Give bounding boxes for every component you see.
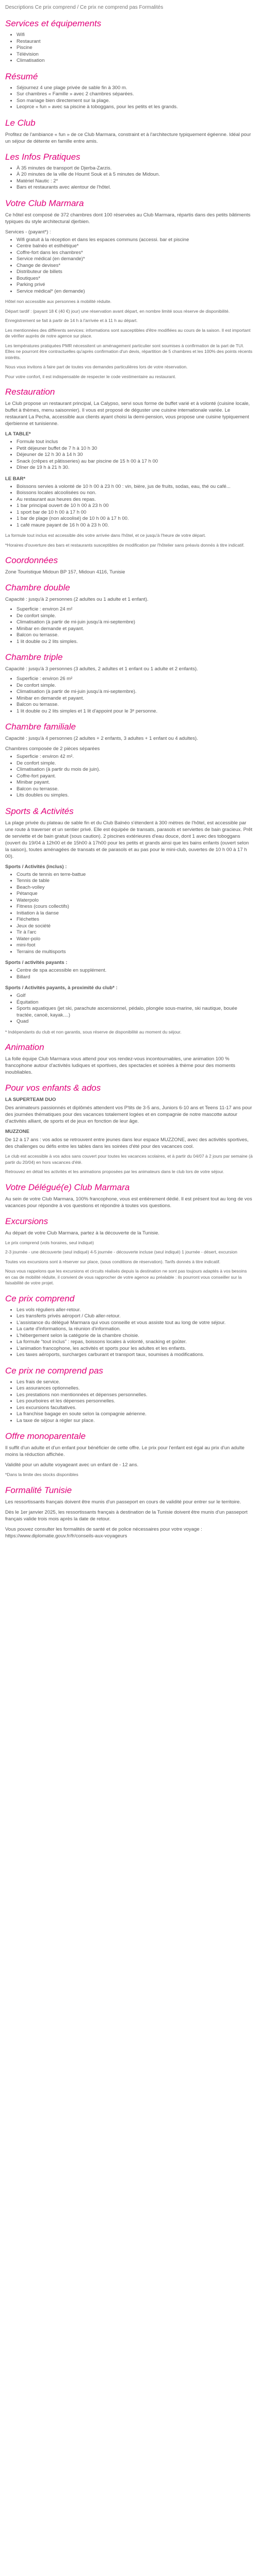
kids-note: Le club est accessible à vos ados sans couvert pour toutes les vacances scolaires, et à partir du 04/07 à 2 jours par semaine (à partir du 20/04) en hors vacances d'été.	[5, 1154, 253, 1165]
double-room-list	[5, 606, 253, 645]
list-item: • Minibar en demande et payant.	[17, 626, 253, 633]
resume-list	[5, 85, 253, 111]
list-item: • Coffre-fort payant.	[17, 773, 253, 780]
list-item: • À 20 minutes de la ville de Houmt Souk et à 5 minutes de Midoun.	[17, 172, 253, 178]
includes-heading: Ce prix comprend	[5, 1293, 75, 1303]
nearby-sports-list	[5, 993, 253, 1025]
list-item: • Superficie : environ 42 m².	[17, 754, 253, 760]
list-item: • La taxe de séjour à régler sur place.	[17, 1418, 253, 1425]
list-item: • La carte d'informations, la réunion d'information.	[17, 1326, 253, 1333]
list-item: • De confort simple.	[17, 760, 253, 767]
list-item: • Matériel Nautic : 2*	[17, 178, 253, 185]
list-item: • Les transferts privés aéroport / Club aller-retour.	[17, 1313, 253, 1320]
delegate-section	[5, 1182, 253, 1209]
list-item: • Restaurant	[17, 39, 253, 45]
list-item: • Change de devises*	[17, 263, 253, 269]
list-item: • Service médical* (en demande)	[17, 289, 253, 295]
list-item: • Beach-volley	[17, 885, 253, 891]
practical-list	[5, 165, 253, 191]
list-item: • Balcon ou terrasse.	[17, 632, 253, 639]
list-item: • Climatisation (à partir de mi-juin jusqu'à mi-septembre).	[17, 689, 253, 696]
list-item: • Wifi	[17, 32, 253, 39]
list-item: • 1 bar principal ouvert de 10 h 00 à 23 h 00	[17, 503, 253, 510]
excursions-note: Le prix comprend (vols horaires, seul indiqué)	[5, 1240, 94, 1245]
includes-section	[5, 1294, 253, 1359]
triple-room-list	[5, 676, 253, 715]
club-text: Profitez de l'ambiance « fun » de ce Club Marmara, constraint et à l'architecture typiquement égéenne. Idéal pour un séjour de détente en famille entre amis.	[5, 131, 251, 144]
offer-validity: Validité pour un adulte voyageant avec un enfant de - 12 ans.	[5, 1462, 139, 1468]
list-item: • Son mariage bien directement sur la plage.	[17, 98, 253, 105]
list-item: • Climatisation (à partir de mi-juin jusqu'à mi-septembre)	[17, 619, 253, 626]
list-item: • Boutiques*	[17, 276, 253, 282]
list-item: • Centre balnéo et esthétique*	[17, 243, 253, 250]
village-note: Les températures pratiquées PMR nécessitent un aménagement particulier sont soumises à confirmation de la part de TUI. Elles ne pourront être contractuelles qu'après confirmation d'un devis, répartition de 5 chambres et les 100% des points récents intérêts.	[5, 343, 253, 360]
sports-section	[5, 806, 253, 1036]
excursions-line: Nous vous rappelons que les excursions et circuits réalisés depuis la destination ne sont pas toujours adaptés à vos besoins en cas de mobilité réduite, il convient de vous rapprocher de votre agence au préalable : ils pourront vous conseiller sur la faisabilité de votre projet.	[5, 1268, 247, 1285]
kids-heading: Pour vos enfants & ados	[5, 1083, 101, 1093]
list-item: • Les assurances optionnelles.	[17, 1385, 253, 1392]
coords-heading: Coordonnées	[5, 555, 58, 565]
list-item: • 1 sport bar de 10 h 00 à 17 h 00	[17, 510, 253, 516]
list-item: • De confort simple.	[17, 613, 253, 620]
delegate-heading: Votre Délégué(e) Club Marmara	[5, 1182, 130, 1192]
list-item: • Climatisation (à partir du mois de juin).	[17, 767, 253, 773]
nearby-sports-label: Sports / Activités payants, à proximité du club* :	[5, 985, 118, 991]
list-item: • Parking privé	[17, 282, 253, 289]
list-item: • Jeux de société	[17, 923, 253, 930]
animation-text: La folle équipe Club Marmara vous attend pour vos rendez-vous incontournables, une animation 100 % francophone autour d'activités ludiques et sportives, des spectacles et soirées à thème pour des moments inoubliables.	[5, 1056, 235, 1075]
list-item: • Formule tout inclus	[17, 439, 253, 446]
excludes-list	[5, 1379, 253, 1425]
list-item: • Équitation	[17, 999, 253, 1006]
list-item: • Télévision	[17, 52, 253, 58]
village-heading: Votre Club Marmara	[5, 198, 84, 208]
paid-sports-label: Sports / activités payants :	[5, 960, 68, 965]
formula-note: La formule tout inclus est accessible dès votre arrivée dans l'hôtel, et ce jusqu'à l'heure de votre départ.	[5, 533, 206, 538]
sports-footnote: * Indépendants du club et non garantis, sous réserve de disponibilité au moment du séjour.	[5, 1029, 182, 1035]
list-item: • Climatisation	[17, 58, 253, 64]
list-item: • mini-foot	[17, 942, 253, 949]
list-item: • Sur chambres « Famille » avec 2 chambres séparées.	[17, 91, 253, 98]
list-item: • Les taxes aéroports, surcharges carburant et transport taux, soumises à modifications.	[17, 1352, 253, 1359]
paid-sports-list	[5, 968, 253, 980]
formalities-text: Dès le 1er janvier 2025, les ressortissants français à destination de la Tunisie doivent être munis d'un passeport français valide trois mois après la date de retour.	[5, 1509, 248, 1522]
family-room-text: Capacité : jusqu'à 4 personnes (2 adultes + 2 enfants, 3 adultes + 1 enfant ou 4 adultes).	[5, 736, 198, 741]
list-item: • Minibar en demande et payant.	[17, 696, 253, 702]
excludes-heading: Ce prix ne comprend pas	[5, 1365, 103, 1376]
formalities-heading: Formalité Tunisie	[5, 1485, 72, 1495]
offer-text: Il suffit d'un adulte et d'un enfant pour bénéficier de cette offre. Le prix pour l'enfant est égal au prix d'un adulte moins la réduction affichée.	[5, 1445, 245, 1458]
practical-section	[5, 152, 253, 191]
list-item: • Lits doubles ou simples.	[17, 792, 253, 799]
list-item: • À 35 minutes de transport de Djerba-Zarzis.	[17, 165, 253, 172]
list-item: • Wifi gratuit à la réception et dans les espaces communs (accessi. bar et piscine	[17, 237, 253, 244]
village-text: Ce hôtel est composé de 372 chambres dont 100 réservées au Club Marmara, répartis dans des petits bâtiments typiques du style architectural djerbien.	[5, 212, 251, 225]
list-item: • Les pourboires et les dépenses personnelles.	[17, 1398, 253, 1405]
list-item: • Petit déjeuner buffet de 7 h à 10 h 30	[17, 446, 253, 452]
kids-text: Des animateurs passionnés et diplômés attendent vos P'tits de 3-5 ans, Juniors 6-10 ans et Teens 11-17 ans pour des journées thématiques pour des vacances totalement logées et en compagnie de notre mascotte autour d'activités alliant, de sports et de jeux en fonction de leur âge.	[5, 1105, 252, 1124]
delegate-text: Au sein de votre Club Marmara, 100% francophone, vous est entièrement dédié. Il est présent tout au long de vos vacances pour répondre à vos questions et répondre à toutes vos questions.	[5, 1196, 252, 1209]
list-item: • Tennis de table	[17, 878, 253, 885]
sports-heading: Sports & Activités	[5, 806, 74, 816]
list-item: • Quad	[17, 1019, 253, 1025]
restauration-section	[5, 387, 253, 548]
village-note: Nous vous invitons à faire part de toutes vos demandes particulières lors de votre réservation.	[5, 364, 188, 369]
services-label: Services - (payant*) :	[5, 229, 51, 235]
hours-note: *Horaires d'ouverture des bars et restaurants susceptibles de modification par l'hôtelier sans préavis donnés à titre indicatif.	[5, 542, 245, 548]
list-item: • Fitness (cours collectifs)	[17, 904, 253, 910]
village-section	[5, 198, 253, 380]
list-item: • 1 café maure payant de 16 h 00 à 23 h 00.	[17, 522, 253, 529]
list-item: • Sports aquatiques (jet ski, parachute ascensionnel, pédalo, plongée sous-marine, ski nautique, bouée tractée, canoë, kayak....)	[17, 1006, 253, 1019]
offer-section	[5, 1431, 253, 1478]
double-room-heading: Chambre double	[5, 583, 70, 592]
restauration-heading: Restauration	[5, 387, 55, 397]
list-item: • 1 bar de plage (non alcoolisé) de 10 h 00 à 17 h 00.	[17, 516, 253, 522]
resume-heading: Résumé	[5, 71, 38, 81]
club-section	[5, 118, 253, 145]
bar-label: LE BAR*	[5, 476, 26, 482]
list-item: • Service médical (en demande)*	[17, 256, 253, 263]
family-room-note: Chambres composée de 2 pièces séparées	[5, 746, 100, 752]
practical-heading: Les Infos Pratiques	[5, 151, 80, 162]
excursions-heading: Excursions	[5, 1216, 49, 1226]
list-item: • Billard	[17, 974, 253, 981]
restauration-text: Le Club propose un restaurant principal, La Calypso, servi sous forme de buffet varié et à volonté (cuisine locale, buffet à thèmes, menu saisonnier). Il vous est proposé de déguster une cuisine internationale variée. Le restaurant La Pecha, accessible aux clients ayant choisi la demi-pension, vous propose une cuisine typiquement djerbienne et tunisienne.	[5, 401, 250, 427]
table-list	[5, 439, 253, 471]
family-room-heading: Chambre familiale	[5, 722, 76, 732]
list-item: • Séjournez 4 une plage privée de sable fin à 300 m.	[17, 85, 253, 92]
formalities-section	[5, 1485, 253, 1539]
resume-section	[5, 72, 253, 111]
list-item: • Minibar payant.	[17, 779, 253, 786]
list-item: • Courts de tennis en terre-battue	[17, 872, 253, 878]
excursions-line: 2-3 journée - une découverte (seul indiqué) 4-5 journée - découverte incluse (seul indiqué) 1 journée - désert, excursion	[5, 1249, 237, 1255]
list-item: • L'hébergement selon la catégorie de la chambre choisie.	[17, 1333, 253, 1340]
triple-room-heading: Chambre triple	[5, 652, 63, 662]
bar-list	[5, 484, 253, 529]
list-item: • De confort simple.	[17, 683, 253, 689]
list-item: • Waterpolo	[17, 897, 253, 904]
list-item: • Balcon ou terrasse.	[17, 786, 253, 793]
teens-text: De 12 à 17 ans : vos ados se retrouvent entre jeunes dans leur espace MUZZONE, avec des activités sportives, des challenges ou défis entre les tables dans les soirées d'été pour des vacances cool.	[5, 1137, 249, 1149]
list-item: • Terrains de multisports	[17, 949, 253, 956]
sports-text: La plage privée du plateau de sable fin et du Club Balnéo s'étendent à 300 mètres de l'hôtel, est accessible par une route à traverser et un sentier privé. Elle est équipée de transats, parasols et serviettes de bain gracieux. Prêt de serviette et de bain gratuit (sous caution). 2 piscines extérieures d'eau douce, dont 1 avec des toboggans (ouvert du 19/04 à 12h00 et de 15h00 à 17h00 pour les petits et grands ainsi que les bains enfants (ouvert selon la saison), toutes aménagées de transats et de parasols et au pas pour le mini-club, ouvertes de 10 h 00 à 17 h 00).	[5, 820, 252, 859]
list-item: • Coffre-fort dans les chambres*	[17, 250, 253, 257]
offer-footnote: *Dans la limite des stocks disponibles	[5, 1472, 78, 1477]
animation-section	[5, 1042, 253, 1076]
list-item: • 1 lit double ou 2 lits simples.	[17, 639, 253, 646]
list-item: • Boissons servies à volonté de 10 h 00 à 23 h 00 : vin, bière, jus de fruits, sodas, eau, thé ou café...	[17, 484, 253, 490]
includes-list	[5, 1307, 253, 1359]
excludes-section	[5, 1366, 253, 1425]
list-item: • Piscine	[17, 45, 253, 52]
list-item: • Boissons locales alcoolisées ou non.	[17, 490, 253, 497]
club-heading: Le Club	[5, 117, 36, 128]
kids-label: LA SUPERTEAM DUO	[5, 1097, 56, 1103]
list-item: • Centre de spa accessible en supplément.	[17, 968, 253, 974]
list-item: • Leoprce « fun » avec sa piscine à toboggans, pour les petits et les grands.	[17, 104, 253, 111]
free-sports-label: Sports / Activités (inclus) :	[5, 863, 67, 870]
list-item: • Snack (crêpes et pâtisseries) au bar piscine de 15 h 00 à 17 h 00	[17, 459, 253, 465]
list-item: • Bars et restaurants avec alentour de l'hôtel.	[17, 184, 253, 191]
services-list	[5, 32, 253, 64]
triple-room-text: Capacité : jusqu'à 3 personnes (3 adultes, 2 adultes et 1 enfant ou 1 adulte et 2 enfants).	[5, 666, 198, 672]
access-note: Hôtel non accessible aux personnes à mobilité réduite.	[5, 299, 112, 304]
list-item: • Les prestations non mentionnées et dépenses personnelles.	[17, 1392, 253, 1399]
list-item: • 1 lit double ou 2 lits simples et 1 lit d'appoint pour le 3ᵉ personne.	[17, 708, 253, 715]
list-item: • Superficie : environ 26 m²	[17, 676, 253, 683]
family-room-section	[5, 722, 253, 799]
breadcrumb: Descriptions Ce prix comprend / Ce prix ne comprend pas Formalités	[5, 5, 164, 10]
list-item: • Fléchettes	[17, 917, 253, 923]
double-room-section	[5, 583, 253, 645]
triple-room-section	[5, 652, 253, 715]
village-services-list	[5, 237, 253, 295]
offer-heading: Offre monoparentale	[5, 1431, 86, 1441]
list-item: • Tir à l'arc	[17, 929, 253, 936]
family-room-list	[5, 754, 253, 799]
list-item: • Water-polo	[17, 936, 253, 943]
list-item: • Superficie : environ 24 m²	[17, 606, 253, 613]
table-label: LA TABLE*	[5, 431, 31, 437]
village-note: Pour votre confort, il est indispensable de respecter le code vestimentaire au restaurant.	[5, 374, 176, 379]
checkin-note: Enregistrement se fait à partir de 14 h à l'arrivée et à 11 h au départ.	[5, 318, 138, 323]
departure-note: Départ tardif : (payant 18 € (40 €) jour) une réservation avant départ, en nombre limité sous réserve de disponibilité.	[5, 308, 230, 314]
excursions-section	[5, 1216, 253, 1286]
list-item: • Dîner de 19 h à 21 h 30.	[17, 465, 253, 471]
list-item: • L'assistance du délégué Marmara qui vous conseille et vous assiste tout au long de votre séjour.	[17, 1320, 253, 1327]
services-heading: Services et équipements	[5, 19, 102, 28]
coords-section	[5, 555, 253, 575]
coords-text: Zone Touristique Midoun BP 157, Midoun 4116, Tunisie	[5, 569, 125, 575]
excursions-text: Au départ de votre Club Marmara, partez à la découverte de la Tunisie.	[5, 1230, 159, 1236]
excursions-line: Toutes vos excursions sont à réserver sur place, (sous conditions de réservation). Tarifs donnés à titre indicatif.	[5, 1259, 221, 1264]
list-item: • Au restaurant aux heures des repas.	[17, 497, 253, 503]
list-item: • Balcon ou terrasse.	[17, 702, 253, 708]
list-item: • La formule "tout inclus" : repas, boissons locales à volonté, snacking et goûter.	[17, 1339, 253, 1346]
list-item: • Distributeur de billets	[17, 269, 253, 276]
formalities-text: Les ressortissants français doivent être munis d'un passeport en cours de validité pour entrer sur le territoire.	[5, 1499, 241, 1505]
list-item: • Les excursions facultatives.	[17, 1405, 253, 1412]
kids-note: Retrouvez en détail les activités et les animations proposées par les animateurs dans le club lors de votre séjour.	[5, 1169, 224, 1174]
list-item: • Initiation à la danse	[17, 910, 253, 917]
list-item: • Les frais de service.	[17, 1379, 253, 1386]
double-room-text: Capacité : jusqu'à 2 personnes (2 adultes ou 1 adulte et 1 enfant).	[5, 597, 149, 602]
list-item: • Golf	[17, 993, 253, 999]
formalities-text: Vous pouvez consulter les formalités de santé et de police nécessaires pour votre voyage : https://www.diplomatie.gouv.fr/fr/conseils-aux-voyageurs	[5, 1526, 202, 1539]
list-item: • Pétanque	[17, 891, 253, 897]
teens-label: MUZZONE	[5, 1129, 29, 1134]
list-item: • L'animation francophone, les activités et sports pour les adultes et les enfants.	[17, 1346, 253, 1352]
free-sports-list	[5, 872, 253, 956]
list-item: • Déjeuner de 12 h 30 à 14 h 30	[17, 452, 253, 459]
village-note: Les mentionnées des différents services: informations sont susceptibles d'être modifiées au cours de la saison. Il est important de vérifier auprès de notre agence sur place.	[5, 327, 251, 338]
services-section	[5, 19, 253, 64]
kids-section	[5, 1083, 253, 1175]
animation-heading: Animation	[5, 1042, 44, 1052]
list-item: • Les vols réguliers aller-retour.	[17, 1307, 253, 1314]
list-item: • La franchise bagage en soute selon la compagnie aérienne.	[17, 1411, 253, 1418]
